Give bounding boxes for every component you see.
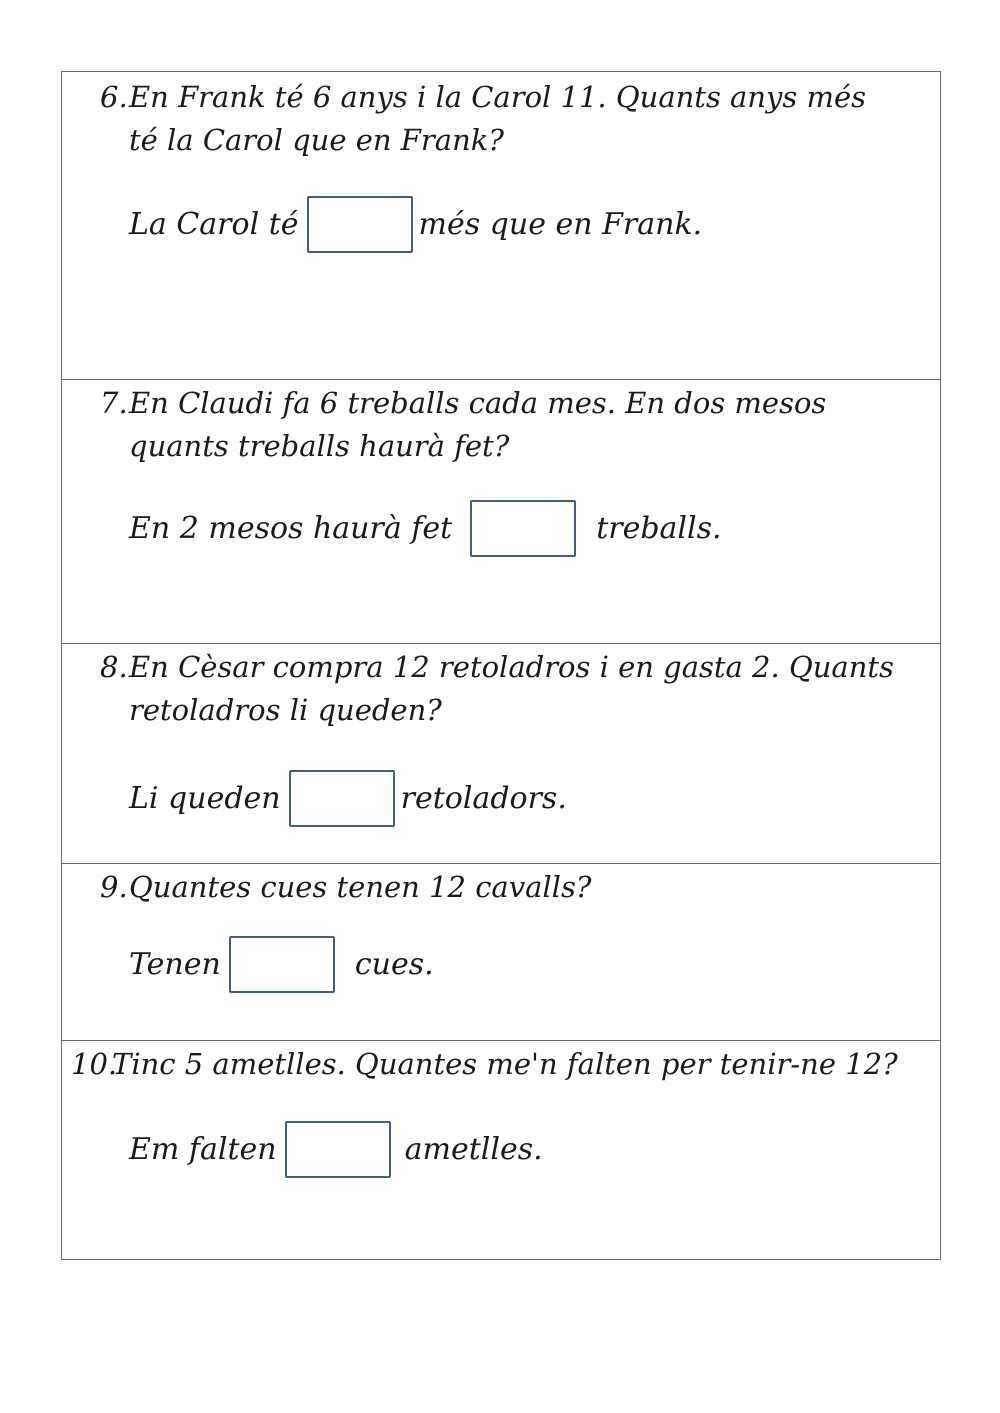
problem-number: 6. — [100, 80, 128, 114]
question-line: Quantes cues tenen 12 cavalls? — [129, 870, 592, 904]
answer-input-box[interactable] — [229, 936, 335, 993]
answer-row — [129, 768, 567, 828]
answer-input-box[interactable] — [289, 770, 395, 827]
answer-input-box[interactable] — [285, 1121, 391, 1178]
answer-suffix: retoladors. — [400, 780, 567, 816]
answer-suffix: cues. — [354, 946, 434, 982]
problem-7 — [62, 380, 940, 644]
answer-row — [129, 934, 434, 994]
answer-prefix: En 2 mesos haurà fet — [129, 510, 453, 546]
problem-6 — [62, 72, 940, 380]
answer-prefix: Em falten — [129, 1131, 277, 1167]
problem-number: 7. — [100, 386, 128, 420]
problem-10 — [62, 1041, 940, 1259]
answer-row — [129, 1119, 543, 1179]
problem-number: 10. — [71, 1047, 118, 1081]
question-line: té la Carol que en Frank? — [129, 123, 504, 157]
answer-suffix: treballs. — [596, 510, 722, 546]
question-line: En Cèsar compra 12 retoladros i en gasta 2. Quants — [129, 650, 894, 684]
answer-prefix: La Carol té — [129, 206, 299, 242]
answer-suffix: ametlles. — [404, 1131, 543, 1167]
answer-input-box[interactable] — [470, 500, 576, 557]
question-line: quants treballs haurà fet? — [129, 429, 510, 463]
problem-8 — [62, 644, 940, 864]
question-line: retoladros li queden? — [129, 693, 442, 727]
problem-9 — [62, 864, 940, 1041]
answer-input-box[interactable] — [307, 196, 413, 253]
worksheet — [61, 71, 941, 1260]
question-line: Tinc 5 ametlles. Quantes me'n falten per tenir-ne 12? — [112, 1047, 898, 1081]
answer-prefix: Tenen — [129, 946, 221, 982]
problem-number: 9. — [100, 870, 128, 904]
answer-row — [129, 194, 702, 254]
answer-row — [129, 498, 722, 558]
answer-prefix: Li queden — [129, 780, 281, 816]
answer-suffix: més que en Frank. — [418, 206, 703, 242]
question-line: En Claudi fa 6 treballs cada mes. En dos mesos — [129, 386, 827, 420]
problem-number: 8. — [100, 650, 128, 684]
question-line: En Frank té 6 anys i la Carol 11. Quants anys més — [129, 80, 867, 114]
